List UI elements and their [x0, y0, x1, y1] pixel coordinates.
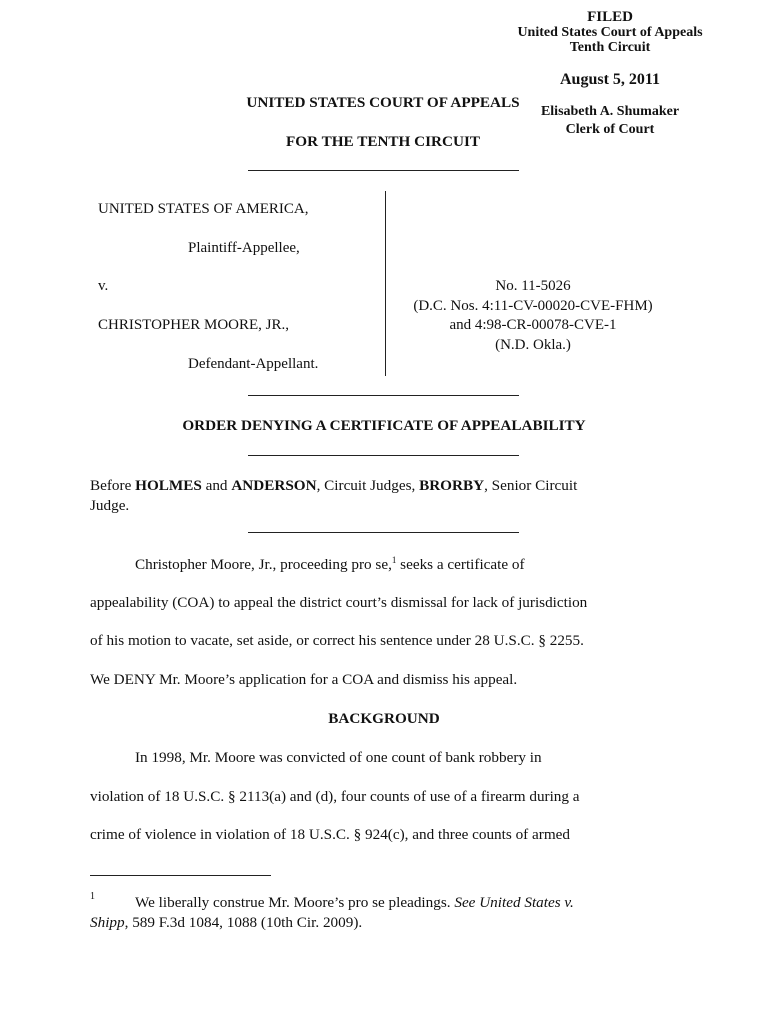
- filed-label: FILED: [587, 9, 633, 25]
- footnote-text-a: We liberally construe Mr. Moore’s pro se pleadings.: [135, 894, 455, 911]
- footnote-ref[interactable]: 1: [391, 555, 397, 565]
- judge-anderson: ANDERSON: [231, 477, 317, 494]
- stamp-clerk-name: Elisabeth A. Shumaker: [540, 104, 680, 119]
- background-heading: BACKGROUND: [328, 710, 440, 727]
- background-line-3: crime of violence in violation of 18 U.S.C. § 924(c), and three counts of armed: [90, 826, 570, 843]
- stamp-court: United States Court of Appeals: [517, 25, 703, 40]
- intro-line-1b: seeks a certificate of: [396, 556, 525, 573]
- title-rule: [248, 455, 519, 456]
- caption-rule: [248, 395, 519, 396]
- dc-numbers-2: and 4:98-CR-00078-CVE-1: [449, 317, 617, 333]
- district: (N.D. Okla.): [495, 336, 571, 353]
- stamp-date: August 5, 2011: [559, 71, 661, 88]
- footnote-rule: [90, 875, 271, 876]
- footnote-line-1: [135, 894, 574, 912]
- panel-and: and: [201, 477, 232, 494]
- court-heading: UNITED STATES COURT OF APPEALS: [246, 94, 520, 111]
- docket-block: [388, 277, 678, 355]
- intro-line-4: We DENY Mr. Moore’s application for a COA and dismiss his appeal.: [90, 671, 518, 688]
- footnote-text-b: , 589 F.3d 1084, 1088 (10th Cir. 2009).: [124, 914, 363, 931]
- order-title: ORDER DENYING A CERTIFICATE OF APPEALABILITY: [182, 417, 586, 434]
- footnote-line-2: [90, 914, 362, 932]
- judge-brorby: BRORBY: [419, 477, 485, 494]
- defendant-role: Defendant-Appellant.: [188, 356, 319, 372]
- caption-divider: [385, 191, 386, 376]
- intro-line-1a: Christopher Moore, Jr., proceeding pro se,: [135, 556, 392, 573]
- background-line-2: violation of 18 U.S.C. § 2113(a) and (d), four counts of use of a firearm during a: [90, 788, 580, 805]
- panel-mid: , Circuit Judges,: [316, 477, 420, 494]
- case-number: No. 11-5026: [495, 278, 571, 294]
- judge-holmes: HOLMES: [135, 477, 202, 494]
- stamp-clerk-title: Clerk of Court: [565, 122, 655, 137]
- background-line-1: In 1998, Mr. Moore was convicted of one count of bank robbery in: [135, 749, 542, 766]
- dc-numbers-1: (D.C. Nos. 4:11-CV-00020-CVE-FHM): [413, 297, 653, 314]
- defendant-name: CHRISTOPHER MOORE, JR.,: [98, 317, 290, 333]
- plaintiff-role: Plaintiff-Appellee,: [188, 240, 300, 256]
- panel-before: Before: [90, 477, 136, 494]
- intro-line-2: appealability (COA) to appeal the district court’s dismissal for lack of jurisdiction: [90, 594, 588, 611]
- panel-tail: , Senior Circuit: [484, 477, 578, 494]
- circuit-heading: FOR THE TENTH CIRCUIT: [286, 133, 480, 150]
- stamp-circuit: Tenth Circuit: [569, 40, 651, 55]
- footnote-case-name: Shipp: [90, 914, 125, 931]
- footnote-see: See United States v.: [454, 894, 574, 911]
- panel-rule: [248, 532, 519, 533]
- intro-line-1: [135, 556, 525, 574]
- panel-line: [90, 477, 577, 495]
- filed-stamp: [495, 10, 725, 55]
- footnote-mark: 1: [90, 891, 95, 902]
- panel-line-2: Judge.: [90, 497, 130, 514]
- header-rule: [248, 170, 519, 171]
- intro-line-3: of his motion to vacate, set aside, or correct his sentence under 28 U.S.C. § 2255.: [90, 632, 584, 649]
- versus: v.: [98, 278, 109, 294]
- plaintiff-name: UNITED STATES OF AMERICA,: [98, 201, 309, 217]
